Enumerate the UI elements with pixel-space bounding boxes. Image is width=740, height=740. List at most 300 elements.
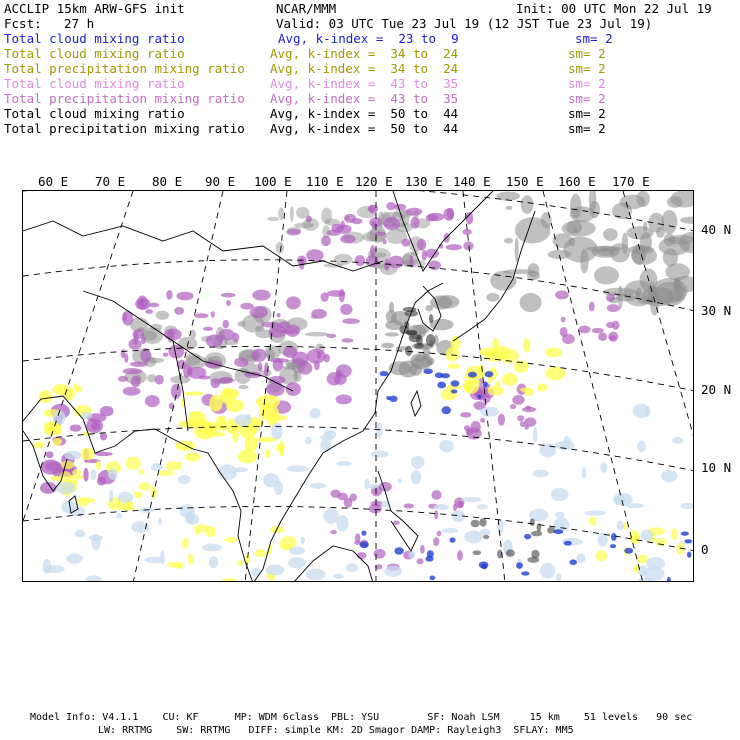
purple-cloud (326, 334, 336, 338)
yellow-cloud (655, 538, 667, 546)
grey-cloud (520, 293, 542, 312)
yellow-cloud (226, 399, 244, 412)
purple-cloud (145, 309, 153, 314)
field-name: Total precipitation mixing ratio (4, 91, 245, 106)
lon-label: 120 E (355, 174, 393, 189)
purple-cloud (606, 293, 615, 302)
field-name: Total precipitation mixing ratio (4, 61, 245, 76)
field-sm: sm= 2 (568, 76, 606, 91)
yellow-cloud (216, 416, 225, 431)
lat-label: 20 N (701, 382, 732, 397)
purple-cloud (417, 239, 426, 251)
blue-cloud (524, 534, 531, 539)
dark-cloud-core (405, 346, 412, 356)
org-label: NCAR/MMM (276, 1, 337, 16)
purple-cloud (598, 333, 607, 341)
grey-cloud (612, 203, 632, 219)
lightblue-cloud (90, 469, 96, 480)
yellow-cloud (176, 441, 195, 451)
lightblue-cloud (320, 439, 331, 452)
model-info-line2: LW: RRTMG SW: RRTMG DIFF: simple KM: 2D Smagor DAMP: Rayleigh3 SFLAY: MM5 (98, 725, 574, 736)
grey-cloud (156, 311, 170, 320)
yellow-cloud (80, 448, 94, 460)
field-avg: Avg, k-index = 43 to 35 (270, 91, 459, 106)
model-title: ACCLIP 15km ARW-GFS init (4, 1, 185, 16)
purple-cloud (194, 313, 208, 318)
lightblue-cloud (411, 470, 422, 485)
grey-cloud (528, 263, 540, 277)
purple-cloud (118, 376, 128, 382)
lightblue-cloud (287, 465, 309, 472)
purple-cloud (123, 387, 141, 396)
yellow-cloud (52, 438, 61, 446)
lightblue-cloud (672, 437, 683, 444)
purple-cloud (250, 306, 268, 318)
lightblue-cloud (65, 451, 82, 460)
purple-cloud (607, 304, 620, 312)
purple-cloud (612, 321, 620, 330)
grey-cloud (334, 254, 353, 265)
purple-cloud (403, 503, 414, 508)
yellow-cloud (265, 449, 271, 458)
purple-cloud (446, 244, 463, 250)
lightblue-cloud (442, 528, 459, 533)
lightblue-cloud (333, 574, 344, 579)
yellow-cloud (157, 470, 173, 476)
grey-cloud (381, 343, 394, 349)
yellow-cloud (254, 549, 266, 557)
purple-cloud (589, 302, 595, 312)
yellow-cloud (61, 461, 74, 469)
blue-cloud (516, 562, 523, 568)
lightblue-cloud (540, 563, 555, 579)
purple-cloud (187, 367, 206, 379)
lightblue-cloud (576, 554, 585, 563)
lightblue-cloud (600, 462, 607, 473)
lightblue-cloud (186, 512, 195, 523)
grey-cloud (589, 201, 600, 218)
yellow-cloud (73, 383, 77, 391)
dark-cloud-core (483, 535, 489, 539)
lightblue-cloud (643, 567, 665, 581)
purple-cloud (234, 357, 248, 367)
blue-cloud (423, 368, 433, 374)
lightblue-cloud (555, 512, 565, 518)
yellow-cloud (59, 471, 71, 483)
lon-label: 150 E (506, 174, 544, 189)
purple-cloud (555, 290, 569, 299)
yellow-cloud (237, 560, 243, 566)
yellow-cloud (464, 380, 473, 391)
lightblue-cloud (615, 495, 625, 504)
purple-cloud (327, 372, 342, 385)
grey-cloud (664, 233, 676, 246)
lightblue-cloud (75, 530, 86, 537)
lightblue-cloud (85, 575, 101, 582)
lightblue-cloud (637, 441, 646, 453)
lightblue-cloud (625, 503, 644, 508)
field-sm: sm= 2 (568, 121, 606, 136)
lightblue-cloud (323, 508, 338, 524)
purple-cloud (155, 375, 164, 385)
blue-cloud (360, 541, 369, 548)
blue-cloud (611, 533, 617, 541)
lightblue-cloud (409, 551, 416, 559)
purple-cloud (327, 230, 341, 236)
purple-cloud (340, 304, 352, 315)
yellow-cloud (275, 445, 280, 451)
purple-cloud (512, 395, 524, 405)
purple-cloud (592, 328, 604, 334)
purple-cloud (286, 382, 301, 396)
lightblue-cloud (641, 530, 654, 541)
lightblue-cloud (617, 521, 624, 531)
field-sm: sm= 2 (568, 46, 606, 61)
blue-cloud (687, 552, 692, 558)
purple-cloud (340, 235, 355, 244)
lightblue-cloud (346, 563, 359, 572)
yellow-cloud (502, 373, 518, 386)
blue-cloud (394, 547, 403, 555)
purple-cloud (341, 338, 353, 342)
purple-cloud (522, 407, 536, 412)
purple-cloud (578, 326, 590, 334)
lightblue-cloud (533, 470, 549, 478)
purple-cloud (166, 290, 172, 300)
lightblue-cloud (310, 483, 326, 489)
lightblue-cloud (497, 519, 504, 534)
purple-cloud (336, 395, 352, 405)
forecast-map (22, 190, 694, 582)
field-avg: Avg, k-index = 43 to 35 (270, 76, 459, 91)
fcst-label: Fcst: (4, 16, 42, 31)
field-avg: Avg, k-index = 34 to 24 (270, 46, 459, 61)
lightblue-cloud (109, 489, 113, 503)
lightblue-cloud (306, 569, 326, 580)
purple-cloud (342, 318, 360, 324)
yellow-cloud (222, 578, 236, 582)
purple-cloud (131, 376, 141, 388)
yellow-cloud (629, 530, 640, 543)
dark-cloud-core (547, 527, 555, 534)
field-avg: Avg, k-index = 50 to 44 (270, 106, 459, 121)
lightblue-cloud (564, 436, 572, 447)
purple-cloud (427, 213, 444, 221)
grey-cloud (521, 195, 534, 213)
blue-cloud (361, 531, 366, 536)
blue-cloud (437, 382, 446, 389)
lon-label: 90 E (205, 174, 236, 189)
yellow-cloud (188, 554, 194, 565)
model-info-line1: Model Info: V4.1.1 CU: KF MP: WDM 6class PBL: YSU SF: Noah LSM 15 km 51 levels 90 sec (30, 712, 693, 723)
cloud-fields (33, 191, 694, 582)
lightblue-cloud (310, 408, 321, 418)
lightblue-cloud (88, 535, 102, 541)
dark-cloud-core (429, 314, 434, 323)
lightblue-cloud (324, 430, 337, 439)
lightblue-cloud (131, 521, 149, 533)
lightblue-cloud (289, 547, 305, 556)
yellow-cloud (451, 336, 461, 350)
lightblue-cloud (158, 518, 162, 526)
field-sm: sm= 2 (568, 106, 606, 121)
purple-cloud (163, 352, 169, 356)
purple-cloud (266, 383, 285, 397)
lat-label: 40 N (701, 222, 732, 237)
purple-cloud (355, 533, 361, 542)
yellow-cloud (185, 452, 201, 461)
yellow-cloud (209, 395, 222, 412)
lightblue-cloud (480, 407, 499, 417)
lightblue-cloud (305, 437, 312, 444)
blue-cloud (610, 544, 616, 548)
purple-cloud (321, 292, 329, 302)
yellow-cloud (523, 338, 530, 352)
yellow-cloud (183, 392, 204, 396)
dark-cloud-core (426, 334, 435, 346)
purple-cloud (137, 295, 148, 309)
lightblue-cloud (584, 510, 606, 515)
blue-cloud (685, 539, 692, 543)
purple-cloud (384, 217, 401, 230)
purple-cloud (307, 349, 326, 364)
valid-time: Valid: 03 UTC Tue 23 Jul 19 (12 JST Tue 23 Jul 19) (276, 16, 653, 31)
purple-cloud (432, 490, 442, 500)
field-avg: Avg, k-index = 34 to 24 (270, 61, 459, 76)
field-avg: Avg, k-index = 23 to 9 (278, 31, 459, 46)
lon-label: 130 E (405, 174, 443, 189)
purple-cloud (258, 362, 263, 371)
dark-cloud-core (471, 520, 480, 528)
purple-cloud (561, 317, 566, 322)
purple-cloud (219, 377, 233, 384)
lightblue-cloud (336, 461, 351, 466)
purple-cloud (434, 510, 438, 519)
purple-cloud (123, 368, 143, 374)
field-name: Total cloud mixing ratio (4, 31, 185, 46)
grey-cloud (504, 238, 513, 244)
yellow-cloud (223, 389, 239, 399)
purple-cloud (344, 498, 353, 508)
grey-cloud (574, 229, 578, 233)
lightblue-cloud (551, 488, 569, 501)
yellow-cloud (245, 437, 258, 452)
purple-cloud (164, 329, 182, 341)
lightblue-cloud (384, 566, 402, 577)
yellow-cloud (524, 388, 534, 396)
purple-cloud (443, 208, 454, 220)
purple-cloud (252, 290, 270, 301)
purple-cloud (402, 238, 410, 246)
yellow-cloud (133, 491, 143, 498)
purple-cloud (283, 346, 297, 358)
purple-cloud (524, 417, 536, 426)
fcst-value: 27 h (64, 16, 95, 31)
yellow-cloud (39, 390, 53, 403)
purple-cloud (608, 332, 618, 342)
purple-cloud (100, 432, 107, 440)
lightblue-cloud (411, 456, 424, 469)
purple-cloud (218, 329, 234, 340)
yellow-cloud (96, 460, 101, 470)
yellow-cloud (80, 498, 95, 503)
purple-cloud (437, 531, 442, 537)
blue-cloud (380, 371, 389, 376)
lightblue-cloud (266, 565, 285, 576)
purple-cloud (433, 537, 439, 546)
purple-cloud (251, 349, 266, 362)
purple-cloud (177, 292, 194, 301)
purple-cloud (420, 545, 425, 554)
blue-cloud (481, 564, 487, 570)
purple-cloud (510, 404, 516, 409)
lightblue-cloud (681, 503, 694, 509)
field-name: Total cloud mixing ratio (4, 76, 185, 91)
purple-cloud (330, 489, 340, 497)
purple-cloud (428, 260, 441, 270)
lightblue-cloud (433, 504, 449, 510)
blue-cloud (389, 396, 397, 402)
lightblue-cloud (43, 565, 65, 573)
purple-cloud (339, 289, 345, 303)
purple-cloud (174, 307, 184, 315)
purple-cloud (240, 303, 253, 310)
lightblue-cloud (66, 554, 82, 564)
grey-cloud (515, 217, 551, 243)
purple-cloud (83, 468, 89, 482)
dark-cloud-core (531, 550, 539, 559)
graticule-line (133, 191, 223, 582)
purple-cloud (221, 293, 236, 298)
blue-cloud (435, 372, 444, 378)
map-canvas (23, 191, 694, 582)
lightblue-cloud (209, 556, 218, 568)
purple-cloud (460, 412, 471, 417)
grey-cloud (663, 249, 678, 267)
lightblue-cloud (477, 504, 488, 509)
lightblue-cloud (108, 468, 117, 480)
purple-cloud (411, 217, 420, 229)
yellow-cloud (595, 550, 607, 561)
purple-cloud (369, 504, 382, 514)
purple-cloud (306, 215, 312, 222)
purple-cloud (222, 320, 228, 329)
blue-cloud (564, 541, 572, 546)
purple-cloud (226, 300, 231, 306)
yellow-cloud (33, 441, 45, 448)
blue-cloud (468, 372, 477, 378)
purple-cloud (417, 558, 424, 564)
grey-cloud (403, 259, 426, 267)
yellow-cloud (589, 517, 597, 526)
grey-cloud (305, 332, 329, 337)
yellow-cloud (487, 386, 503, 396)
yellow-cloud (138, 482, 151, 491)
blue-cloud (425, 556, 433, 562)
purple-cloud (273, 358, 284, 372)
purple-cloud (384, 259, 389, 271)
coastline (411, 391, 421, 416)
yellow-cloud (445, 347, 460, 361)
lon-label: 140 E (453, 174, 491, 189)
blue-cloud (451, 380, 460, 386)
blue-cloud (624, 548, 633, 554)
blue-cloud (441, 406, 451, 414)
yellow-cloud (195, 529, 200, 535)
yellow-cloud (182, 538, 189, 549)
purple-cloud (311, 309, 327, 319)
grey-cloud (385, 332, 399, 336)
dark-cloud-core (414, 343, 424, 349)
purple-cloud (374, 549, 386, 559)
purple-cloud (498, 414, 505, 426)
purple-cloud (466, 428, 482, 440)
grey-cloud (594, 266, 619, 284)
lightblue-cloud (288, 557, 306, 568)
grey-cloud (238, 385, 248, 389)
field-sm: sm= 2 (568, 91, 606, 106)
grey-cloud (276, 242, 284, 254)
purple-cloud (394, 204, 406, 211)
purple-cloud (121, 349, 126, 358)
purple-cloud (70, 424, 82, 431)
purple-cloud (480, 418, 485, 423)
purple-cloud (122, 311, 133, 326)
grey-cloud (661, 210, 677, 234)
purple-cloud (286, 296, 301, 309)
lat-label: 30 N (701, 303, 732, 318)
lat-label: 10 N (701, 460, 732, 475)
dark-cloud-core (530, 518, 535, 526)
grey-cloud (410, 353, 432, 370)
lightblue-cloud (371, 451, 389, 458)
lightblue-cloud (118, 492, 133, 503)
grey-cloud (506, 206, 513, 210)
purple-cloud (466, 212, 474, 225)
lightblue-cloud (533, 427, 538, 442)
purple-cloud (46, 451, 54, 458)
purple-cloud (386, 202, 396, 210)
lightblue-cloud (234, 467, 249, 472)
blue-cloud (430, 575, 436, 580)
grey-cloud (278, 207, 284, 220)
dark-cloud-core (473, 550, 482, 555)
field-sm: sm= 2 (568, 61, 606, 76)
yellow-cloud (238, 450, 257, 463)
field-name: Total precipitation mixing ratio (4, 121, 245, 136)
field-sm: sm= 2 (575, 31, 613, 46)
lightblue-cloud (271, 423, 282, 439)
yellow-cloud (189, 411, 199, 415)
lightblue-cloud (368, 484, 378, 489)
yellow-cloud (72, 469, 81, 476)
lightblue-cloud (116, 513, 122, 518)
purple-cloud (306, 249, 323, 261)
lightblue-cloud (202, 544, 222, 552)
purple-cloud (388, 256, 404, 269)
grey-cloud (622, 233, 628, 254)
yellow-cloud (138, 469, 144, 474)
lightblue-cloud (633, 404, 650, 418)
lon-label: 60 E (38, 174, 69, 189)
grey-cloud (430, 319, 454, 331)
blue-cloud (477, 395, 481, 399)
lon-label: 100 E (254, 174, 292, 189)
purple-cloud (344, 214, 356, 223)
lightblue-cloud (461, 497, 481, 502)
lon-label: 70 E (95, 174, 126, 189)
purple-cloud (286, 229, 301, 236)
